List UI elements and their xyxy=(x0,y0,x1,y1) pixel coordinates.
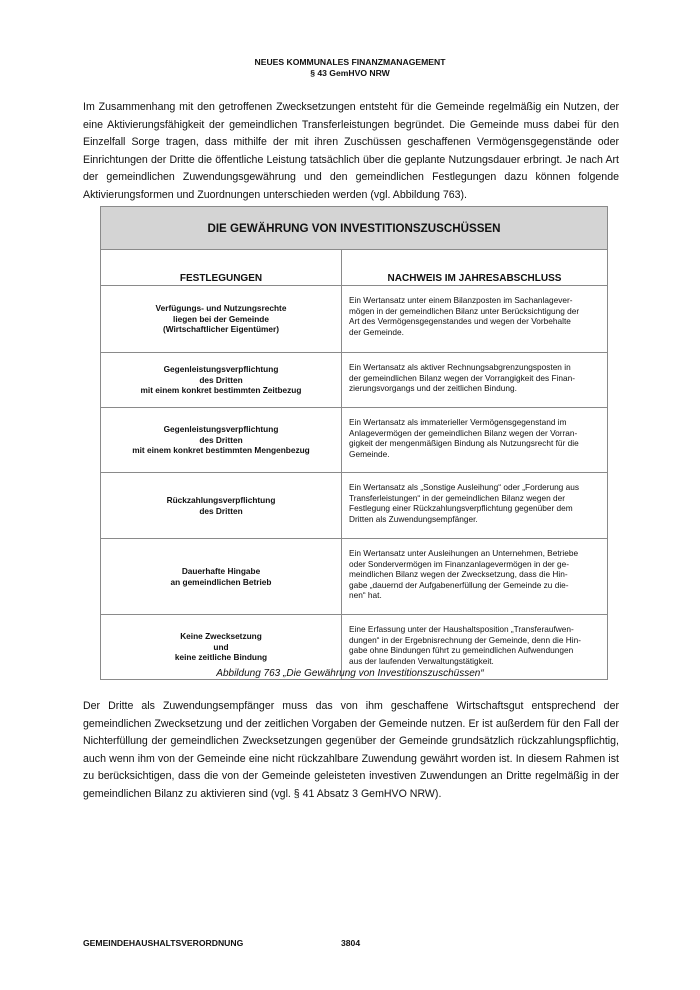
row-festlegung: Verfügungs- und Nutzungsrechte liegen bei der Gemeinde (Wirtschaftlicher Eigentümer) xyxy=(101,286,342,353)
page-header xyxy=(0,57,700,79)
row-nachweis: Ein Wertansatz unter einem Bilanzposten im Sachanlagever- mögen in der gemeindlichen Bilanz unter Berücksichtigung der Art des Vermögensgegenstandes und wegen der Vorbehalte der Gemeinde. xyxy=(342,286,608,353)
row-festlegung: Dauerhafte Hingabe an gemeindlichen Betrieb xyxy=(101,539,342,615)
table-row xyxy=(101,286,608,353)
header-section: § 43 GemHVO NRW xyxy=(310,68,390,78)
row-festlegung: Gegenleistungsverpflichtung des Dritten mit einem konkret bestimmten Mengenbezug xyxy=(101,408,342,473)
footer-title: GEMEINDEHAUSHALTSVERORDNUNG xyxy=(83,938,244,948)
intro-paragraph: Im Zusammenhang mit den getroffenen Zwecksetzungen entsteht für die Gemeinde regelmäßig ein Nutzen, der eine Aktivierungsfähigkeit der gemeindlichen Transferleistungen begründet. Die Gemeinde muss dabei für den Einzelfall Sorge tragen, dass mithilfe der mit ihren Zuschüssen geschaffenen Vermögensgegenstände oder Einrichtungen der Dritte die öffentliche Leistung tatsächlich über die geplante Nutzungsdauer erbringt. Je nach Art der gemeindlichen Zuwendungsgewährung und den gemeindlichen Festlegungen dazu können folgende Aktivierungsformen und Zuordnungen unterschieden werden (vgl. Abbildung 763). xyxy=(83,101,619,201)
row-festlegung: Gegenleistungsverpflichtung des Dritten mit einem konkret bestimmten Zeitbezug xyxy=(101,353,342,408)
subsidy-table xyxy=(100,206,608,680)
row-nachweis: Ein Wertansatz als immaterieller Vermögensgegenstand im Anlagevermögen der gemeindlichen Bilanz wegen der Vorran- gigkeit der mengenmäßigen Bindung als Nutzungsrecht für die Gemeinde. xyxy=(342,408,608,473)
row-nachweis: Ein Wertansatz als „Sonstige Ausleihung“ oder „Forderung aus Transferleistungen“ in der gemeindlichen Bilanz wegen der Festlegung einer Rückzahlungsverpflichtung gegenüber dem Dritten als Zuwendungsempfänger. xyxy=(342,473,608,539)
header-title: NEUES KOMMUNALES FINANZMANAGEMENT xyxy=(254,57,446,67)
outro-paragraph: Der Dritte als Zuwendungsempfänger muss das von ihm geschaffene Wirtschaftsgut entsprechend der gemeindlichen Zwecksetzung und der zeitlichen Vorgaben der Gemeinde nutzen. Er ist außerdem für den Fall der Nichterfüllung der gemeindlichen Zwecksetzungen gegenüber der Gemeinde grundsätzlich rückzahlungspflichtig, auch wenn ihm von der Gemeinde eine nicht rückzahlbare Zuwendung gewährt worden ist. In diesem Rahmen ist zu berücksichtigen, dass die von der Gemeinde geleisteten investiven Zuwendungen an Dritte regelmäßig in der gemeindlichen Bilanz zu aktivieren sind (vgl. § 41 Absatz 3 GemHVO NRW). xyxy=(83,700,619,800)
row-festlegung: Rückzahlungsverpflichtung des Dritten xyxy=(101,473,342,539)
column-header-nachweis: NACHWEIS IM JAHRESABSCHLUSS xyxy=(342,250,608,286)
table-row xyxy=(101,539,608,615)
table-row xyxy=(101,473,608,539)
figure-caption: Abbildung 763 „Die Gewährung von Investitionszuschüssen“ xyxy=(216,668,484,679)
table-title: DIE GEWÄHRUNG VON INVESTITIONSZUSCHÜSSEN xyxy=(101,207,608,250)
row-nachweis: Eine Erfassung unter der Haushaltsposition „Transferaufwen- dungen“ in der Ergebnisrechnung der Gemeinde, denn die Hin- gabe ohne Bindungen führt zu gemeindlichen Aufwendungen aus der laufenden Verwaltungstätigkeit. xyxy=(342,615,608,680)
row-nachweis: Ein Wertansatz als aktiver Rechnungsabgrenzungsposten in der gemeindlichen Bilanz wegen der Vorrangigkeit des Finan- zierungsvorgangs und der zeitlichen Bindung. xyxy=(342,353,608,408)
column-header-festlegungen: FESTLEGUNGEN xyxy=(101,250,342,286)
row-nachweis: Ein Wertansatz unter Ausleihungen an Unternehmen, Betriebe oder Sondervermögen im Finanzanlagevermögen in der ge- meindlichen Bilanz wegen der Zwecksetzung, dass die Hin- gabe „dauernd der Aufgabenerfüllung der Gemeinde zu die- nen“ hat. xyxy=(342,539,608,615)
page-number: 3804 xyxy=(341,938,361,948)
table-row xyxy=(101,353,608,408)
table-row xyxy=(101,408,608,473)
row-festlegung: Keine Zwecksetzung und keine zeitliche Bindung xyxy=(101,615,342,680)
